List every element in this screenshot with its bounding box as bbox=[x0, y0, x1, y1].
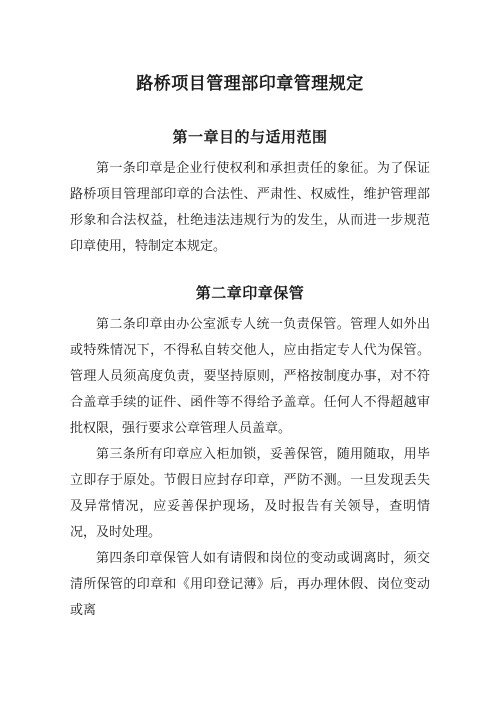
article-1-paragraph: 第一条印章是企业行使权利和承担责任的象征。为了保证路桥项目管理部印章的合法性、严肃性、权威性，维护管理部形象和合法权益，杜绝违法违规行为的发生，从而进一步规范印章使用，特制定本规定。 bbox=[70, 161, 430, 254]
document-title: 路桥项目管理部印章管理规定 bbox=[136, 74, 364, 94]
chapter-title: 第二章印章保管 bbox=[195, 284, 305, 302]
article-2-paragraph: 第二条印章由办公室派专人统一负责保管。管理人如外出或特殊情况下，不得私自转交他人，应由指定专人代为保管。管理人员须高度负责，要坚持原则，严格按制度办事，对不符合盖章手续的证件、函件等不得给予盖章。任何人不得超越审批权限，强行要求公章管理人员盖章。 bbox=[70, 317, 430, 436]
article-3-paragraph: 第三条所有印章应入柜加锁，妥善保管，随用随取，用毕立即存于原处。节假日应封存印章，严防不测。一旦发现丢失及异常情况，应妥善保护现场，及时报告有关领导，查明情况，及时处理。 bbox=[70, 447, 430, 540]
article-4-paragraph: 第四条印章保管人如有请假和岗位的变动或调离时，须交清所保管的印章和《用印登记薄》后，再办理休假、岗位变动或离 bbox=[70, 551, 430, 618]
chapter-1 bbox=[70, 126, 430, 260]
chapter-title: 第一章目的与适用范围 bbox=[172, 128, 328, 146]
chapter-2 bbox=[70, 282, 430, 624]
